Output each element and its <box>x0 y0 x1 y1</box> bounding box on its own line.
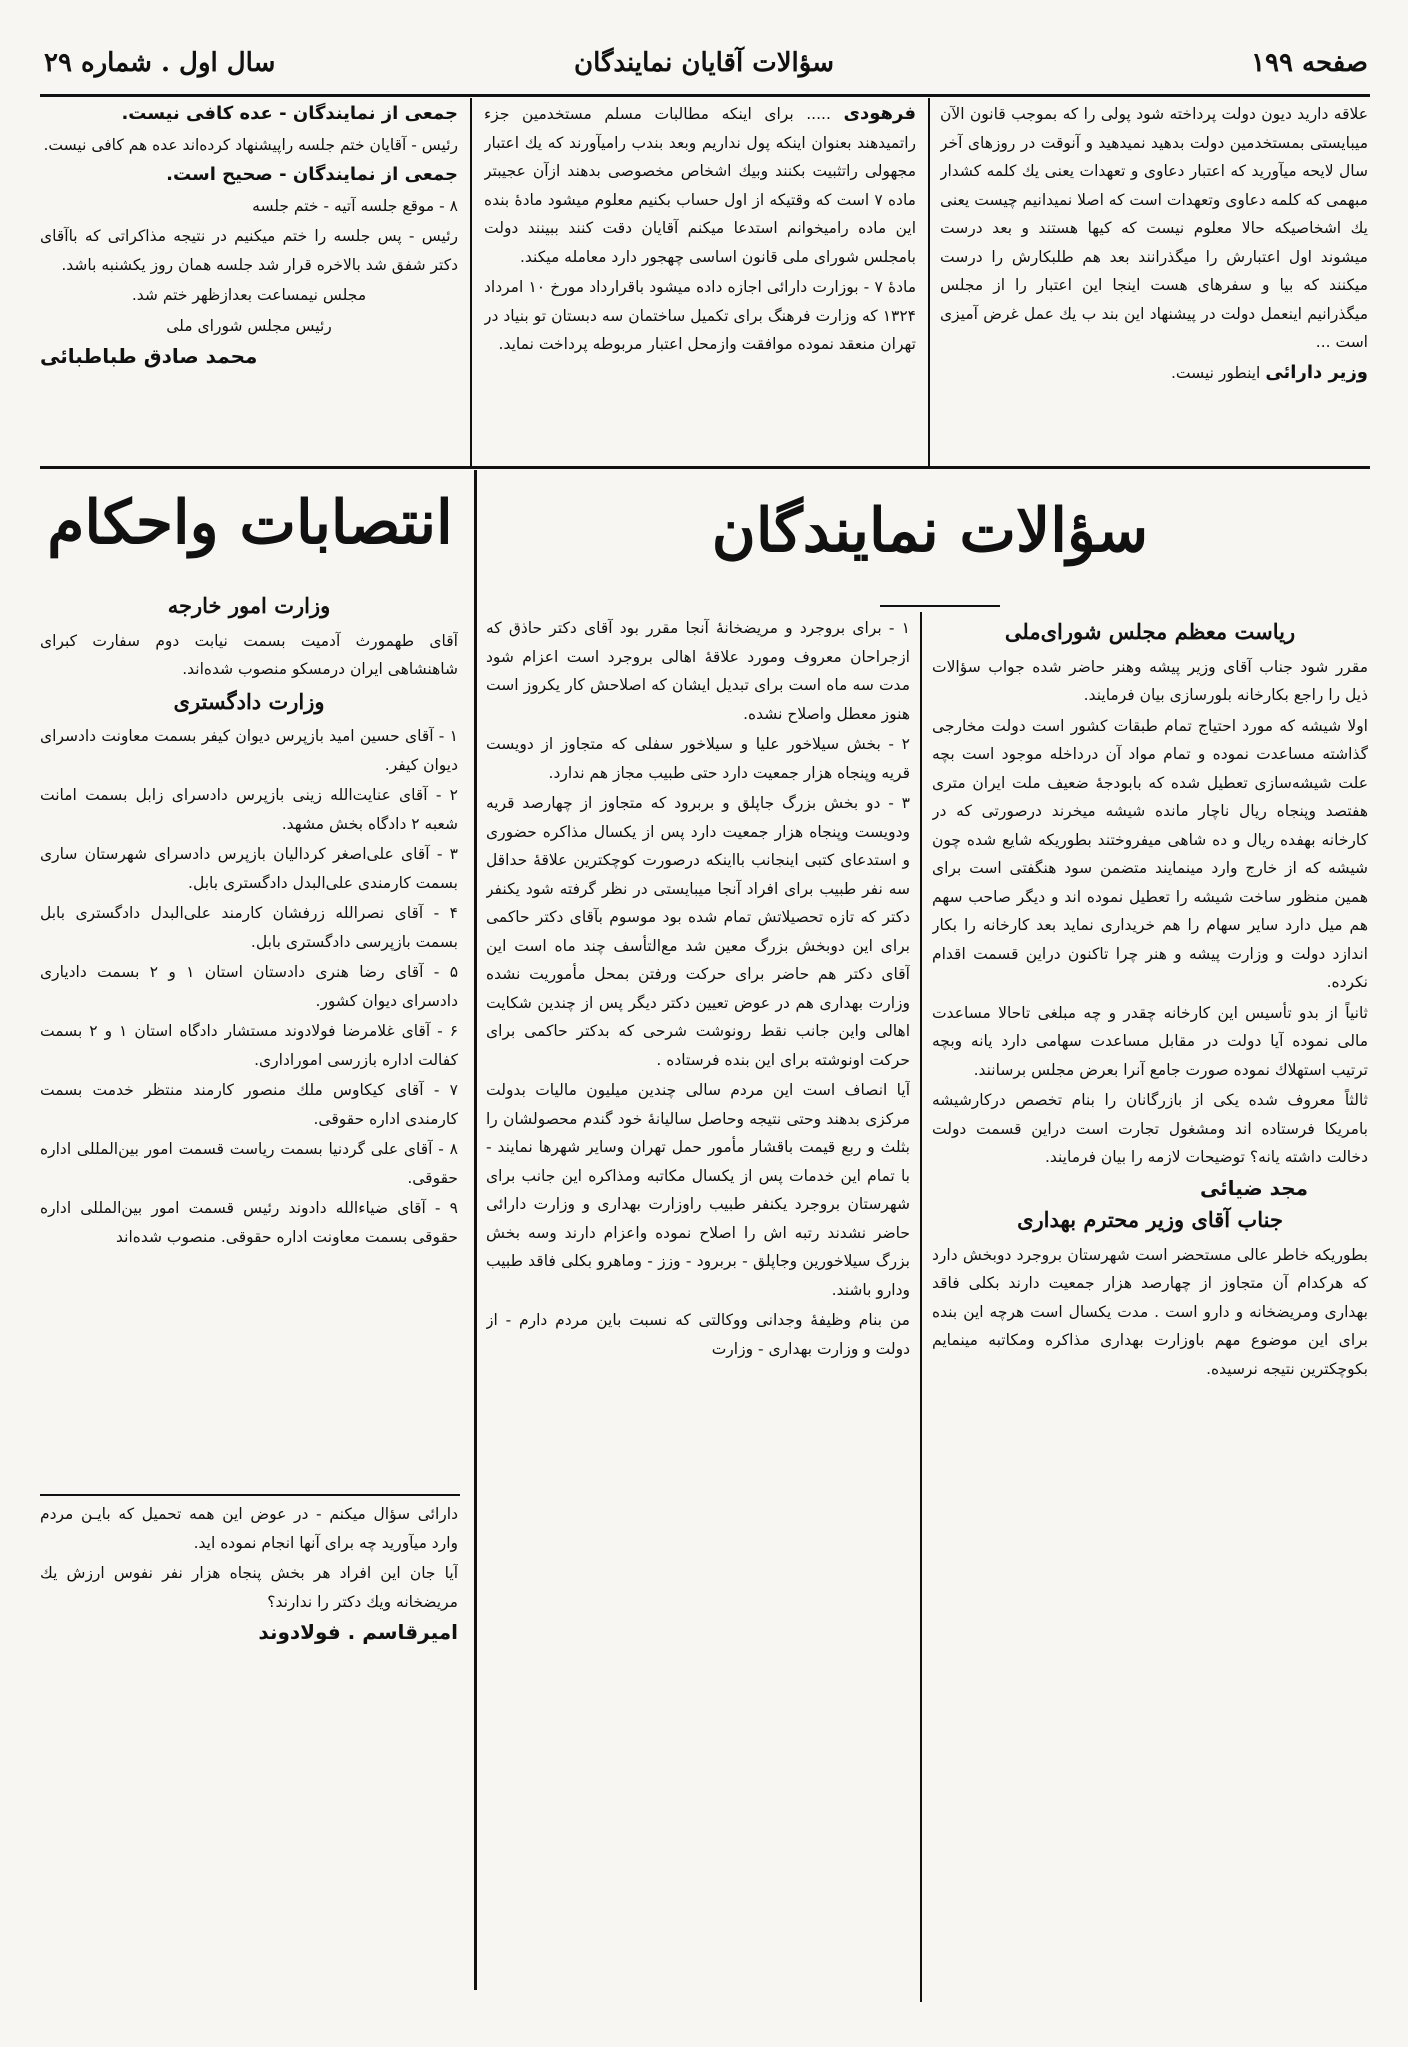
health-para-1: ۱ - برای بروجرد و مریضخانهٔ آنجا مقرر بود آقای دکتر حاذق که ازجراحان معروف ومورد علاقهٔ اهالی بروجرد است اعزام شود مدت سه ماه است برای تبدیل ایشان که اصلاحش کار یکروز است هنوز معطل واصلاح نشده. <box>486 619 910 723</box>
questions-divider <box>920 612 922 2002</box>
question-continuation: دارائی سؤال میکنم - در عوض این همه تحمیل که بایـن مردم وارد میآورید چه برای آنها انجام نموده اید. <box>40 1505 458 1552</box>
ministry-justice-heading: وزارت دادگستری <box>173 688 325 714</box>
finance-minister-remark <box>940 359 1368 388</box>
justice-item: ۳ - آقای علی‌اصغر کردالیان بازپرس دادسرای شهرستان ساری بسمت کارمندی علی‌البدل دادگستری بابل. <box>40 845 458 892</box>
top-right-column <box>940 100 1368 462</box>
questions-middle-column <box>486 614 910 2014</box>
publication-title: سؤالات آقایان نمایندگان <box>574 48 834 78</box>
speaker-name: وزیر دارائی <box>1265 361 1368 383</box>
question-para-2: ثانیاً از بدو تأسیس این کارخانه چقدر و چه مبلغی تاحالا مساعدت مالی نموده آیا دولت در مقابل مساعدت سهامی دارد یانه وبچه ترتیب استهلاك نموده صورت جامع آنرا بعرض مجلس برسانند. <box>932 1003 1368 1079</box>
ministry-foreign-heading: وزارت امور خارجه <box>167 593 331 618</box>
justice-item: ۶ - آقای غلامرضا فولادوند مستشار دادگاه استان ۱ و ۲ بسمت کفالت اداره بازرسی اموراداری. <box>40 1022 458 1069</box>
intro-paragraph: مقرر شود جناب آقای وزیر پیشه وهنر حاضر شده جواب سؤالات ذیل را راجع بکارخانه بلورسازی بیان فرمایند. <box>932 657 1368 704</box>
justice-item: ۱ - آقای حسین امید بازپرس دیوان کیفر بسمت معاونت دادسرای دیوان کیفر. <box>40 727 458 774</box>
questions-right-column <box>932 614 1368 2014</box>
appointments-end-rule <box>40 1494 460 1496</box>
speaker-reply: اینطور نیست. <box>1170 363 1261 382</box>
signature-title: رئیس مجلس شورای ملی <box>166 316 332 335</box>
justice-item: ۸ - آقای علی گردنیا بسمت ریاست قسمت امور بین‌المللی اداره حقوقی. <box>40 1140 458 1187</box>
main-title-underline <box>880 605 1000 607</box>
foreign-appointment: آقای طهمورث آدمیت بسمت نیابت دوم سفارت کبرای شاهنشاهی ایران درمسکو منصوب شده‌اند. <box>40 631 458 678</box>
top-band-rule <box>40 466 1370 469</box>
question-para-1: اولا شیشه که مورد احتیاج تمام طبقات کشور است دولت مخارجی گذاشته مساعدت نموده و تمام مواد آن درداخله موجود است بچه علت شیشه‌سازی تعطیل شده که بابودجهٔ ضعیف ملت ایران متری هفتصد وپنجاه ریال ناچار مانده شیشه میخرند درصورتی که در کارخانه بهفده ریال و ده شاهی میفروختند بطوریکه شایع شده چون شیشه که از خارج وارد مینمایند متضمن سود هنگفتی است برای همین منظور ساخت شیشه را تعطیل نموده اند و دیگر صاحب سهم هم میل دارد سایر سهام را هم خریداری نماید بعد کارخانه را بکار اندازد دولت و وزارت پیشه و هنر چرا تاکنون دراین قسمت اقدام نکرده. <box>932 716 1368 991</box>
justice-item: ۷ - آقای کیکاوس ملك منصور کارمند منتظر خدمت بسمت کارمندی اداره حقوقی. <box>40 1081 458 1128</box>
top-middle-column <box>484 100 916 462</box>
issue-label: سال اول . شماره ۲۹ <box>44 48 276 78</box>
minutes-line-1: جمعی از نمایندگان - عده کافی نیست. <box>121 103 458 124</box>
top-right-paragraph: علاقه دارید دیون دولت پرداخته شود پولی را که بموجب قانون الآن میبایستی بمستخدمین دولت بدهید نمیدهید و آنوقت در روزهای آخر سال لایحه میآورید که اعتبار دعاوی و تعهدات یعنی یك کلمه کشدار مبهمی که کلمه دعاوی وتعهدات است که اصلا نمیدانیم چیست یعنی یك اشخاصیکه حالا معلوم نیست که کیها هستند و بعد درست میشوند اول اعتبارش را میگذرانند بعد هم طلبکارش را درست میکنند که بیا و سفرهای هست اینجا این اعتبار را از مجلس میگذرانیم اینعمل دولت در پیشنهاد این بند ب یك عمل غرض آمیزی است ... <box>940 105 1368 351</box>
health-para-3: ۳ - دو بخش بزرگ جاپلق و بربرود که متجاوز از چهارصد قریه ودویست وپنجاه هزار جمعیت دارد پس از یکسال مذاکره حضوری و استدعای کتبی اینجانب بااینکه درصورت کوچکترین علاقهٔ حداقل سه نفر طبیب برای افراد آنجا میبایستی در نظر گرفته شود یکنفر دکتر که تازه تحصیلاتش تمام شده بود موسوم بآقای دکتر حاکمی برای این دوبخش بزرگ معین شد مع‌التأسف چند ماه است این آقای دکتر هم حاضر برای حرکت ورفتن بمحل مأموریت نشده وزارت بهداری هم در عوض تعیین دکتر دیگر پس از چندین شکایت اهالی واین جانب نقط رونوشت شرحی که بدکتر حاکمی برای حرکت اونوشته برای این بنده فرستاده . <box>486 794 910 1069</box>
top-divider-2 <box>470 98 472 468</box>
farhoudi-remark <box>484 100 916 271</box>
article-7-text: مادهٔ ۷ - بوزارت دارائی اجازه داده میشود باقرارداد مورخ ۱۰ امرداد ۱۳۲۴ که وزارت فرهنگ برای تکمیل ساختمان سه دبستان تو بنیاد در تهران منعقد نموده موافقت وازمحل اعتبار مربوطه پرداخت نماید. <box>484 278 916 353</box>
health-para-5: من بنام وظیفهٔ وجدانی ووکالتی که نسبت باین مردم دارم - از دولت و وزارت بهداری - وزارت <box>486 1311 910 1358</box>
addressee-health-minister: جناب آقای وزیر محترم بهداری <box>1017 1207 1283 1232</box>
question-signature: امیرقاسم . فولادوند <box>258 1620 458 1644</box>
justice-item: ۹ - آقای ضیاءالله دادوند رئیس قسمت امور بین‌المللی اداره حقوقی بسمت معاونت اداره حقوقی. منصوب شده‌اند <box>40 1199 458 1246</box>
main-title: سؤالات نمایندگان <box>711 496 1149 566</box>
page-number: صفحه ۱۹۹ <box>1251 48 1368 78</box>
header-rule <box>40 94 1370 97</box>
question-continuation-column <box>40 1500 458 1760</box>
appointments-column <box>40 588 458 1488</box>
question-para-3: ثالثاً معروف شده یکی از بازرگانان را بنام تخصص درکارشیشه بامریکا فرستاده اند ومشغول تجارت است دراین قسمت دولت دخالت داشته یانه؟ توضیحات لازمه را بیان فرمایند. <box>932 1091 1368 1166</box>
speaker-name: فرهودی <box>843 103 916 124</box>
question-para-4: بطوریکه خاطر عالی مستحضر است شهرستان بروجرد دوبخش دارد که هرکدام آن متجاوز از چهارصد هزار جمعیت دارند بکلی فاقد بهداری ومریضخانه و دارو است . مدت یکسال است هرچه این بنده برای این موضوع مهم باوزارت بهداری مذاکره ومکاتبه مینمایم بکوچکترین نتیجه نرسیده. <box>932 1245 1368 1378</box>
minutes-line-3: جمعی از نمایندگان - صحیح است. <box>166 164 458 185</box>
question-text: آیا جان این افراد هر بخش پنجاه هزار نفر نفوس ارزش یك مریضخانه ویك دکتر را ندارند؟ <box>40 1564 458 1611</box>
addressee-parliament: ریاست معظم مجلس شورای‌ملی <box>1004 619 1296 644</box>
minutes-line-4: ۸ - موقع جلسه آتیه - ختم جلسه <box>252 196 458 215</box>
signature-majd-ziaei: مجد ضیائی <box>1199 1175 1308 1200</box>
section-divider <box>474 470 477 1990</box>
speaker-text: ..... برای اینکه مطالبات مسلم مستخدمین جزء راتمیدهند بعنوان اینکه پول نداریم وبعد بندب رامیآورند که یك اعتبار مجهولی راتثبیت بکنند وبیك اشخاص مخصوصی بدهند ازآن عجیبتر ماده ۷ است که وقتیکه از اول حساب بکنیم معلوم میشود مادهٔ بنده این ماده رامیخوانم استدعا میکنم آقایان دقت کنند ببینند دولت بامجلس شورای ملی قانون اساسی چهجور دارد معامله میکند. <box>484 105 916 266</box>
minutes-line-6: مجلس نیمساعت بعدازظهر ختم شد. <box>131 286 367 304</box>
top-divider-1 <box>928 98 930 468</box>
top-left-column <box>40 100 458 462</box>
signature-name: محمد صادق طباطبائی <box>40 344 258 368</box>
health-para-2: ۲ - بخش سیلاخور علیا و سیلاخور سفلی که متجاوز از دویست قریه وپنجاه هزار جمعیت دارد حتی طبیب مجاز هم ندارد. <box>486 735 910 782</box>
appointments-heading: انتصابات واحکام <box>47 488 453 558</box>
minutes-line-5: رئیس - پس جلسه را ختم میکنیم در نتیجه مذاکراتی که باآقای دکتر شفق شد بالاخره قرار شد جلسه همان روز یکشنبه باشد. <box>40 227 458 274</box>
justice-item: ۴ - آقای نصرالله زرفشان کارمند علی‌البدل دادگستری بابل بسمت بازپرسی دادگستری بابل. <box>40 904 458 951</box>
minutes-line-2: رئیس - آقایان ختم جلسه راپیشنهاد کرده‌اند عده هم کافی نیست. <box>43 135 458 154</box>
health-para-4: آیا انصاف است این مردم سالی چندین میلیون مالیات بدولت مرکزی بدهند وحتی نتیجه وحاصل سالیانهٔ خود گندم محصولشان را بثلث و ربع قیمت باقشار مأمور حمل تهران وسایر شهرها نمایند - با تمام این خدمات پس از یکسال مکاتبه ومذاکره این جانب برای شهرستان بروجرد یکنفر طبیب راوزارت بهداری و وزارت دارائی حاضر نشدند رتبه اش را اصلاح نموده واعزام دارند وسه بخش بزرگ سیلاخورین وجاپلق - بربرود - وزز - وماهرو بکلی فاقد طبیب ودارو باشند. <box>486 1081 910 1299</box>
justice-item: ۵ - آقای رضا هنری دادستان استان ۱ و ۲ بسمت دادیاری دادسرای دیوان کشور. <box>40 963 458 1010</box>
justice-item: ۲ - آقای عنایت‌الله زینی بازپرس دادسرای زابل بسمت امانت شعبه ۲ دادگاه بخش مشهد. <box>40 786 458 833</box>
